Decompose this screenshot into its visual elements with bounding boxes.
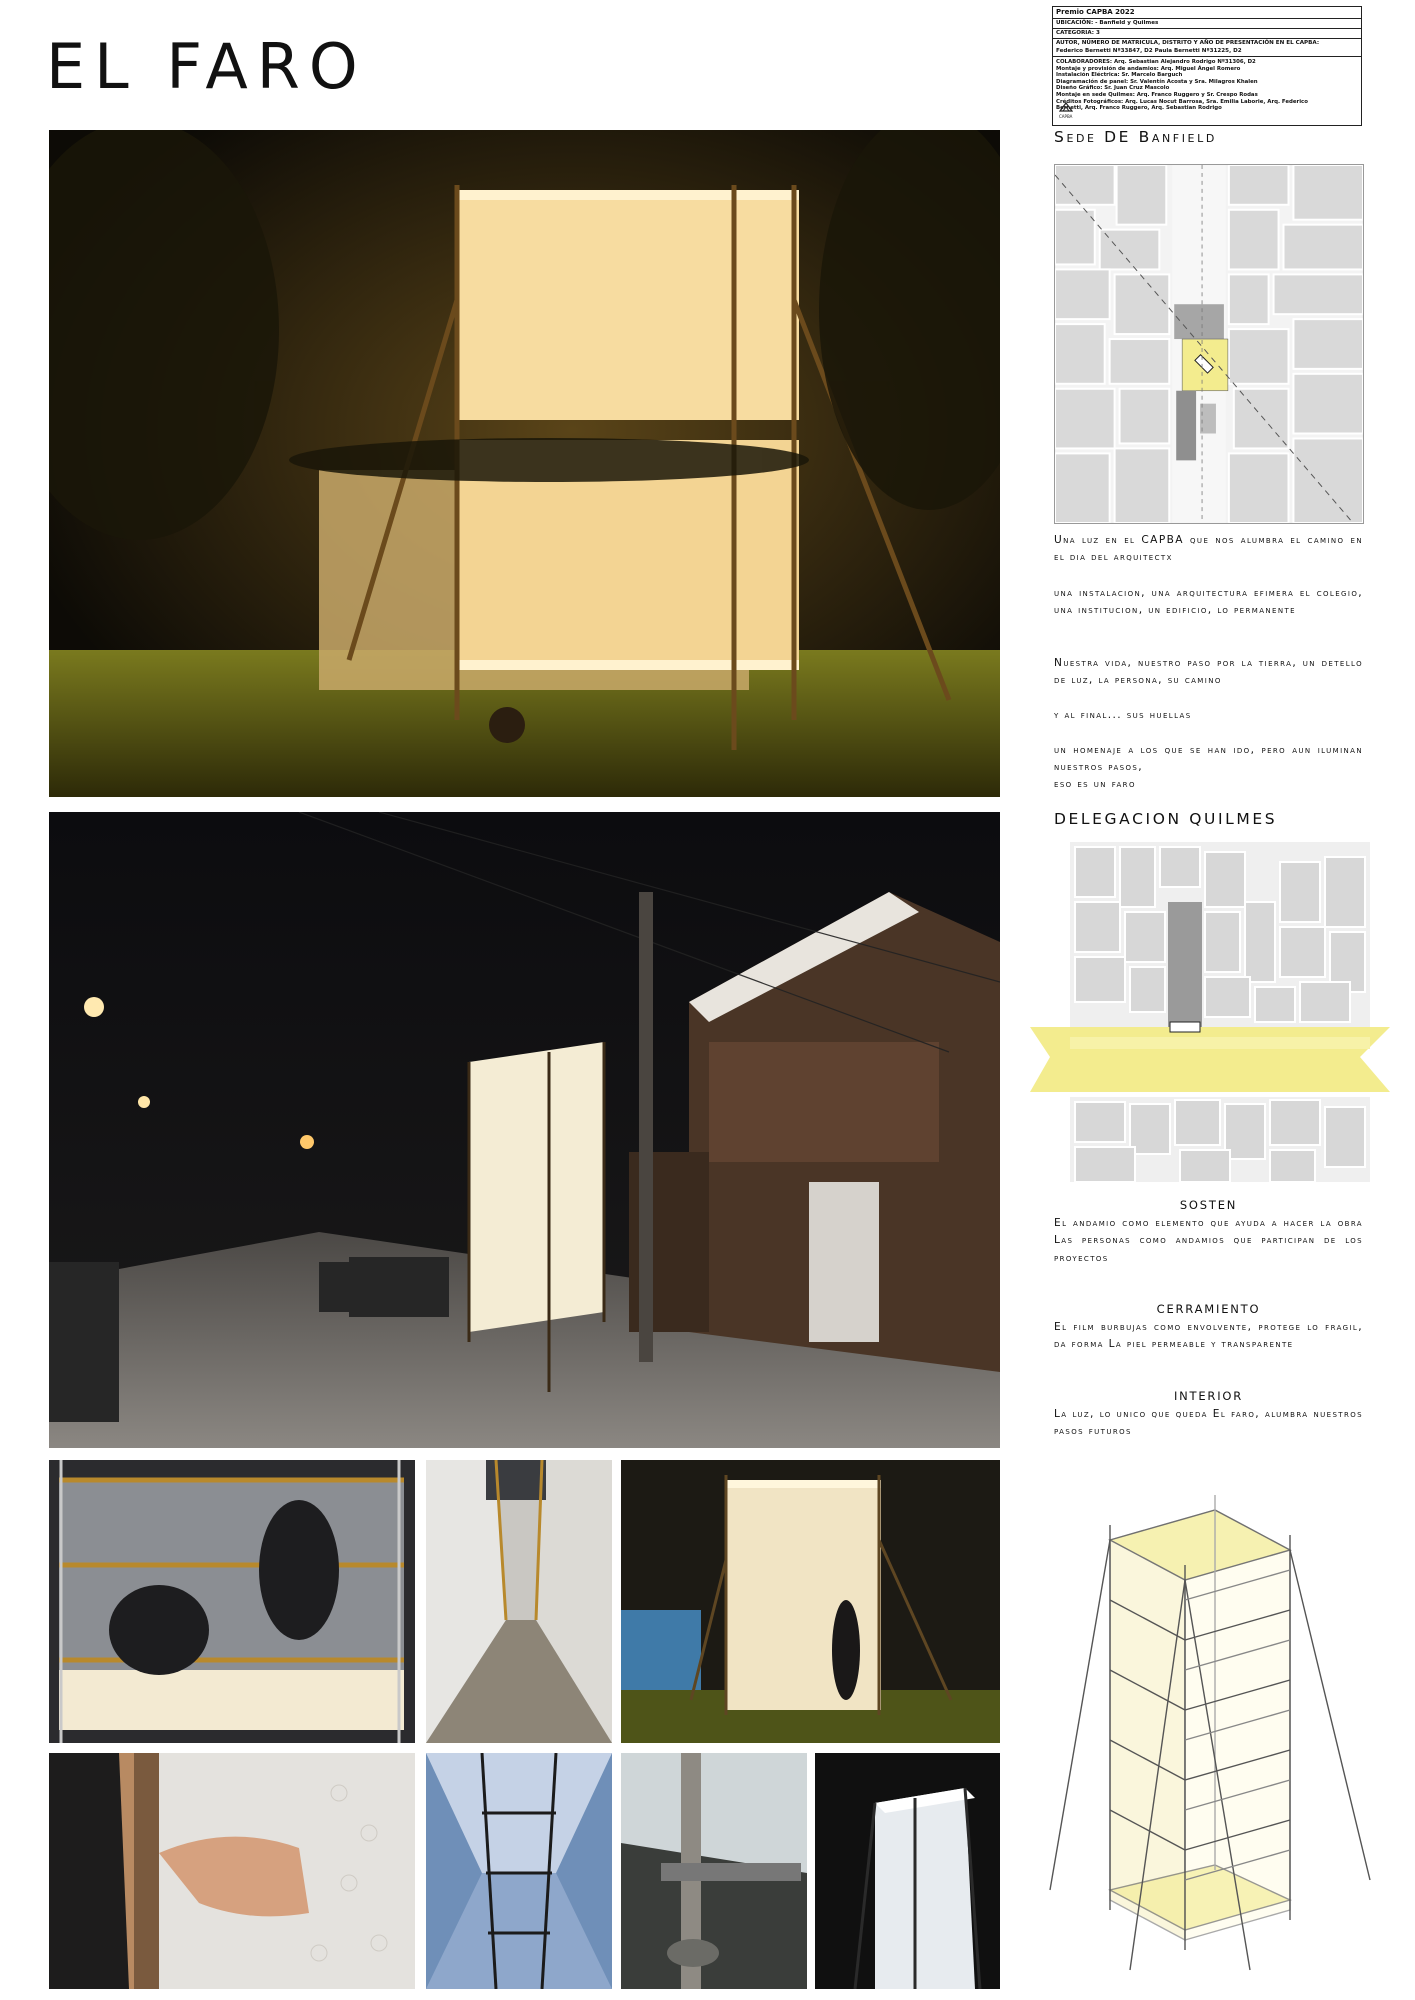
interior-text: La luz, lo unico que queda El faro, alumbra nuestros pasos futuros	[1054, 1408, 1363, 1438]
section-heading-quilmes: DELEGACION QUILMES	[1054, 810, 1278, 828]
banfield-site-map	[1054, 164, 1364, 524]
scaffold-axonometric-drawing	[1040, 1470, 1390, 1990]
section-heading-banfield: Sede DE Banfield	[1054, 128, 1217, 146]
page-title: EL FARO	[46, 30, 367, 103]
capba-logo-icon	[1059, 101, 1073, 113]
banfield-paragraph-3: Nuestra vida, nuestro paso por la tierra, un detello de luz, la persona, su camino	[1054, 657, 1363, 687]
cerramiento-title: CERRAMIENTO	[1156, 1302, 1261, 1316]
banfield-paragraph-1: Una luz en el CAPBA que nos alumbra el camino en el dia del arquitectx	[1054, 534, 1363, 564]
award-name: Premio CAPBA 2022	[1053, 7, 1361, 19]
capba-logo-text: CAPBA	[1059, 114, 1073, 119]
credits-list: COLABORADORES: Arq. Sebastian Alejandro Rodrigo Nº31306, D2 Montaje y provisión de andamios: Arq. Miguel Ángel Romero Instalación Eléctrica: Sr. Marcelo Barguch Diagramación de panel: Sr. Valentín Acosta y Sra. Milagros Khalen Diseño Gráfico: Sr. Juan Cruz Mascolo Montaje en sede Quilmes: Arq. Franco Ruggero y Sr. Crespo Rodas Créditos Fotográficos: Arq. Lucas Nocut Barrosa, Sra. Emilia Laborie, Arq. Federico Bernetti, Arq. Franco Ruggero, Arq. Sebastian Rodrigo	[1056, 59, 1308, 112]
author-label: AUTOR, NÚMERO DE MATRICULA, DISTRITO Y AÑO DE PRESENTACIÓN EN EL CAPBA:	[1056, 40, 1320, 46]
photo-people-inside-scaffold	[49, 1460, 415, 1743]
category-line: CATEGORIA: 3	[1053, 29, 1361, 39]
quilmes-site-map	[1030, 842, 1390, 1182]
photo-scaffold-interior-floor	[426, 1460, 612, 1743]
author-line: Federico Bernetti Nº33847, D2 Paula Bernetti Nº31225, D2	[1053, 47, 1361, 57]
capba-logo	[1059, 101, 1073, 119]
sosten-title: SOSTEN	[1179, 1198, 1238, 1212]
photo-looking-up-scaffold	[426, 1753, 612, 1989]
photo-hand-bubble-film	[49, 1753, 415, 1989]
banfield-paragraph-4b: eso es un faro	[1054, 778, 1136, 790]
photo-faro-street-night	[49, 812, 1000, 1448]
photo-faro-person-night	[621, 1460, 1000, 1743]
sosten-text: El andamio como elemento que ayuda a hacer la obra Las personas como andamios que participan de los proyectos	[1054, 1217, 1363, 1264]
credits-box	[1052, 6, 1362, 126]
banfield-paragraph-3b: y al final... sus huellas	[1054, 709, 1192, 721]
banfield-paragraph-4: un homenaje a los que se han ido, pero aun iluminan nuestros pasos,	[1054, 744, 1363, 774]
photo-faro-tower-night	[815, 1753, 1000, 1989]
photo-faro-garden-night	[49, 130, 1000, 797]
location-line: UBICACIÓN: - Banfield y Quilmes	[1053, 19, 1361, 29]
interior-title: INTERIOR	[1173, 1389, 1244, 1403]
photo-scaffold-base-detail	[621, 1753, 807, 1989]
cerramiento-text: El film burbujas como envolvente, protege lo fragil, da forma La piel permeable y transparente	[1054, 1321, 1363, 1351]
banfield-paragraph-2: una instalacion, una arquitectura efimera el colegio, una institucion, un edificio, lo permanente	[1054, 587, 1363, 617]
